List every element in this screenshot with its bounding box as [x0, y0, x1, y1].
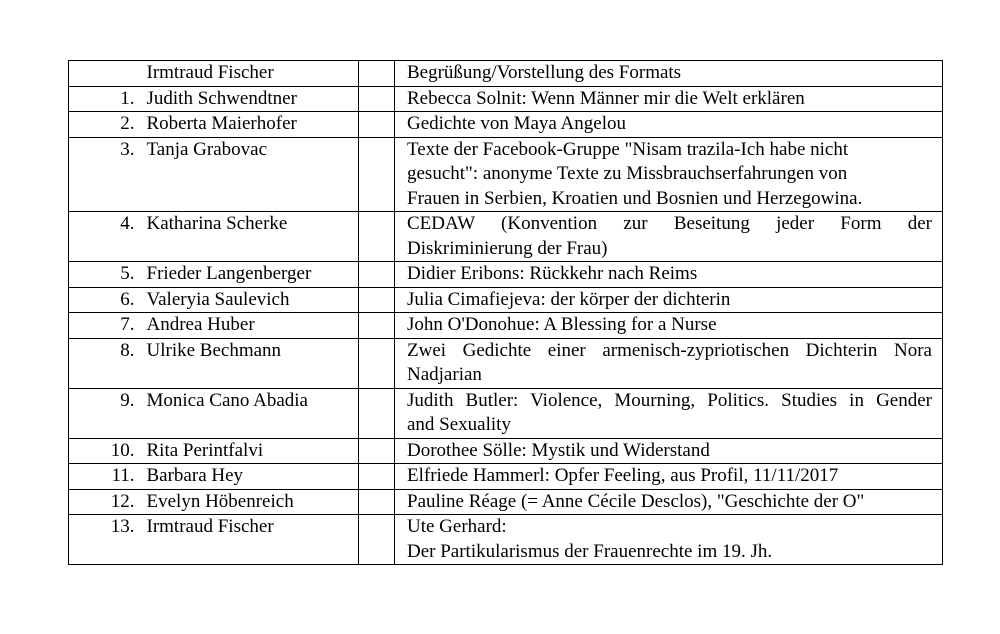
reading-text: [395, 464, 943, 490]
speaker-name: Roberta Maierhofer: [147, 112, 359, 138]
reading-text: [395, 61, 943, 87]
reading-line: Pauline Réage (= Anne Cécile Desclos), "Geschichte der O": [407, 490, 865, 512]
table-row: [69, 388, 943, 438]
speaker-name: Barbara Hey: [147, 464, 359, 490]
reading-text: [395, 338, 943, 388]
spacer-cell: [359, 61, 395, 87]
speaker-name: Irmtraud Fischer: [147, 61, 359, 87]
table-row: [69, 515, 943, 565]
spacer-cell: [359, 287, 395, 313]
reading-text: [395, 137, 943, 212]
table-row-header: [69, 61, 943, 87]
reading-line: Dorothee Sölle: Mystik und Widerstand: [407, 439, 710, 461]
reading-text: [395, 86, 943, 112]
reading-line: Rebecca Solnit: Wenn Männer mir die Welt erklären: [407, 87, 805, 109]
spacer-cell: [359, 438, 395, 464]
reading-line: Judith Butler: Violence, Mourning, Politics. Studies in Gender: [407, 389, 932, 411]
reading-text: [395, 287, 943, 313]
row-number: 2.: [69, 112, 147, 138]
spacer-cell: [359, 338, 395, 388]
table-row: [69, 112, 943, 138]
reading-line: Ute Gerhard:: [407, 516, 507, 537]
reading-line: Didier Eribons: Rückkehr nach Reims: [407, 263, 698, 284]
row-number: [69, 61, 147, 87]
row-number: 13.: [69, 515, 147, 565]
reading-line: Nadjarian: [407, 364, 482, 385]
reading-line: CEDAW (Konvention zur Beseitung jeder Form der: [407, 213, 932, 234]
spacer-cell: [359, 212, 395, 262]
reading-text: [395, 489, 943, 515]
table-row: [69, 262, 943, 288]
spacer-cell: [359, 489, 395, 515]
reading-line: Der Partikularismus der Frauenrechte im 19. Jh.: [407, 540, 773, 562]
table-row: [69, 287, 943, 313]
speaker-name: Judith Schwendtner: [147, 86, 359, 112]
table-row: [69, 438, 943, 464]
reading-line: Texte der Facebook-Gruppe "Nisam trazila-Ich habe nicht: [407, 138, 849, 160]
table-row: [69, 489, 943, 515]
reading-text: [395, 438, 943, 464]
row-number: 11.: [69, 464, 147, 490]
speaker-name: Rita Perintfalvi: [147, 438, 359, 464]
reading-text: [395, 112, 943, 138]
reading-line: Elfriede Hammerl: Opfer Feeling, aus Profil, 11/11/2017: [407, 465, 839, 486]
row-number: 1.: [69, 86, 147, 112]
reading-line: gesucht": anonyme Texte zu Missbrauchserfahrungen von: [407, 163, 848, 184]
spacer-cell: [359, 388, 395, 438]
row-number: 3.: [69, 137, 147, 212]
table-row: [69, 464, 943, 490]
speaker-name: Frieder Langenberger: [147, 262, 359, 288]
reading-text: [395, 388, 943, 438]
spacer-cell: [359, 262, 395, 288]
row-number: 7.: [69, 313, 147, 339]
speaker-name: Evelyn Höbenreich: [147, 489, 359, 515]
table-row: [69, 212, 943, 262]
row-number: 6.: [69, 287, 147, 313]
row-number: 4.: [69, 212, 147, 262]
row-number: 8.: [69, 338, 147, 388]
speaker-name: Tanja Grabovac: [147, 137, 359, 212]
speaker-name: Katharina Scherke: [147, 212, 359, 262]
reading-line: Begrüßung/Vorstellung des Formats: [407, 62, 682, 83]
speaker-name: Andrea Huber: [147, 313, 359, 339]
table-row: [69, 338, 943, 388]
reading-line: Frauen in Serbien, Kroatien und Bosnien und Herzegowina.: [407, 187, 863, 209]
reading-text: [395, 313, 943, 339]
spacer-cell: [359, 515, 395, 565]
table-row: [69, 86, 943, 112]
row-number: 5.: [69, 262, 147, 288]
speaker-name: Monica Cano Abadia: [147, 388, 359, 438]
spacer-cell: [359, 112, 395, 138]
reading-text: [395, 212, 943, 262]
reading-line: Gedichte von Maya Angelou: [407, 113, 626, 134]
table-row: [69, 313, 943, 339]
row-number: 10.: [69, 438, 147, 464]
reading-line: Julia Cimafiejeva: der körper der dichterin: [407, 288, 731, 310]
speaker-name: Valeryia Saulevich: [147, 287, 359, 313]
reading-line: John O'Donohue: A Blessing for a Nurse: [407, 314, 717, 335]
reading-line: and Sexuality: [407, 414, 511, 435]
row-number: 9.: [69, 388, 147, 438]
reading-text: [395, 262, 943, 288]
program-table: [68, 60, 943, 565]
spacer-cell: [359, 464, 395, 490]
reading-line: Diskriminierung der Frau): [407, 237, 608, 259]
speaker-name: Irmtraud Fischer: [147, 515, 359, 565]
reading-text: [395, 515, 943, 565]
reading-line: Zwei Gedichte einer armenisch-zypriotischen Dichterin Nora: [407, 339, 932, 361]
row-number: 12.: [69, 489, 147, 515]
table-row: [69, 137, 943, 212]
spacer-cell: [359, 137, 395, 212]
spacer-cell: [359, 313, 395, 339]
spacer-cell: [359, 86, 395, 112]
speaker-name: Ulrike Bechmann: [147, 338, 359, 388]
